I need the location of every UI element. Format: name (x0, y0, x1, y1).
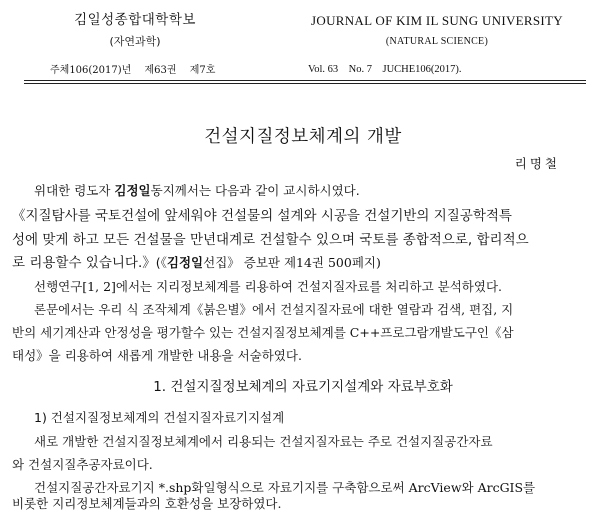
issue-info-english: Vol. 63 No. 7 JUCHE106(2017). (308, 64, 462, 75)
journal-header-english (304, 10, 570, 52)
header-rule-bottom (24, 83, 586, 84)
journal-header-korean (60, 10, 210, 52)
paragraph-4-line-1: 건설지질공간자료기지 *.shp화일형식으로 자료기지를 구축함으로써 ArcView와 ArcGIS를 (34, 480, 536, 495)
quote-citation-rest: 선집》 증보판 제14권 500페지) (203, 255, 381, 270)
paragraph-3-line-1: 새로 개발한 건설지질정보체계에서 리용되는 건설지질자료는 주로 건설지질공간자료 (34, 434, 493, 449)
subsection-1-heading: 1) 건설지질정보체계의 건설지질자료기지설계 (34, 410, 285, 425)
issue-info-korean: 주체106(2017)년 제63권 제7호 (50, 65, 216, 76)
quote-line-3 (12, 253, 592, 273)
quote-intro-name: 김정일 (114, 183, 151, 198)
header-rule-top (24, 80, 586, 81)
journal-section-korean: (자연과학) (109, 35, 161, 48)
quote-intro-prefix: 위대한 령도자 (34, 183, 115, 198)
paragraph-3-line-2: 와 건설지질추공자료이다. (12, 457, 153, 472)
paragraph-4-line-2: 비롯한 지리정보체계들과의 호환성을 보장하였다. (12, 496, 282, 511)
quote-line-1: 《지질탐사를 국토건설에 앞세워야 건설물의 설계와 시공을 건설기반의 지질공학적특 (12, 208, 512, 224)
paragraph-1-line-1: 선행연구[1, 2]에서는 지리정보체계를 리용하여 건설지질자료를 처리하고 분석하였다. (34, 279, 502, 294)
quote-line-2: 성에 맞게 하고 모든 건설물을 만년대계로 건설할수 있으며 국토를 종합적으로, 합리적으 (12, 232, 529, 248)
article-author: 리명철 (514, 156, 560, 171)
paragraph-2-line-3: 태성》을 리용하여 새롭게 개발한 내용을 서술하였다. (12, 348, 302, 363)
quote-intro (34, 181, 606, 201)
quote-line-3-main: 로 리용할수 있습니다.》 (12, 255, 156, 271)
journal-name-english: JOURNAL OF KIM IL SUNG UNIVERSITY (311, 13, 563, 28)
quote-citation-open: (《 (155, 255, 167, 270)
quote-citation-name: 김정일 (166, 255, 204, 270)
paragraph-2-line-1: 론문에서는 우리 식 조작체계《붉은별》에서 건설지질자료에 대한 열람과 검색, 편집, 지 (34, 302, 514, 317)
quote-intro-suffix: 동지께서는 다음과 같이 교시하시였다. (150, 183, 360, 198)
section-1-heading: 1. 건설지질정보체계의 자료기지설계와 자료부호화 (153, 379, 453, 395)
journal-section-english: (NATURAL SCIENCE) (385, 36, 489, 47)
journal-name-korean: 김일성종합대학학보 (74, 12, 196, 28)
paragraph-2-line-2: 반의 세기계산과 안정성을 평가할수 있는 건설지질정보체계를 C++프로그람개발도구인《삼 (12, 325, 514, 340)
article-title: 건설지질정보체계의 개발 (204, 127, 402, 147)
